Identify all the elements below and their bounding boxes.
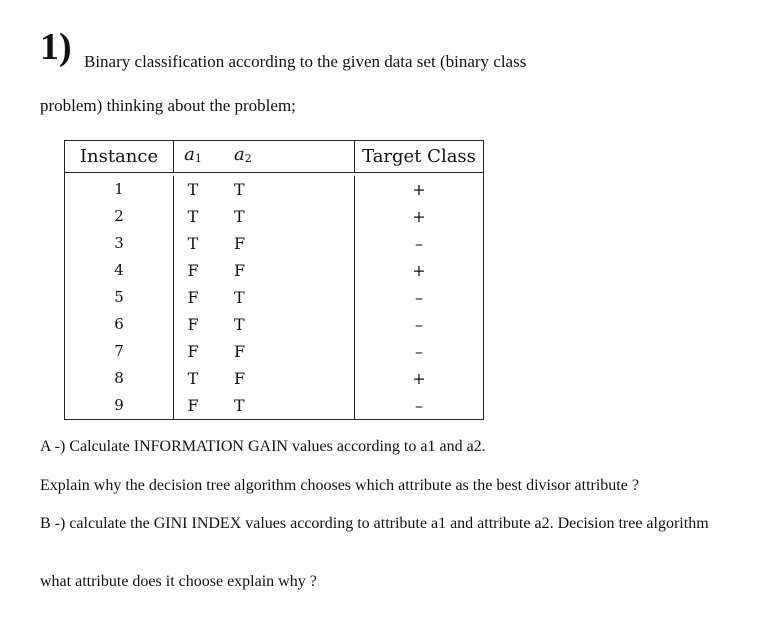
cell-target-class: + bbox=[355, 257, 484, 284]
cell-a2: T bbox=[234, 315, 245, 334]
cell-target-class: – bbox=[355, 230, 484, 257]
table-row bbox=[65, 311, 484, 338]
cell-target-class: – bbox=[355, 392, 484, 420]
question-number: 1) bbox=[40, 26, 72, 68]
cell-a1: F bbox=[187, 315, 199, 334]
cell-instance: 2 bbox=[65, 203, 174, 230]
cell-a2: F bbox=[234, 369, 246, 388]
cell-a1: F bbox=[187, 342, 199, 361]
header-a2 bbox=[212, 141, 355, 173]
cell-target-class: + bbox=[355, 365, 484, 392]
cell-a1: F bbox=[187, 288, 199, 307]
cell-a2: F bbox=[234, 261, 246, 280]
cell-instance: 6 bbox=[65, 311, 174, 338]
cell-a2: T bbox=[234, 396, 245, 415]
cell-instance: 5 bbox=[65, 284, 174, 311]
cell-target-class: – bbox=[355, 338, 484, 365]
question-intro-line-2: problem) thinking about the problem; bbox=[40, 96, 296, 115]
cell-a2: F bbox=[234, 234, 246, 253]
part-a-line-2: Explain why the decision tree algorithm chooses which attribute as the best divisor attribute ? bbox=[40, 477, 639, 494]
table-row bbox=[65, 365, 484, 392]
header-a2-sub: 2 bbox=[244, 152, 252, 165]
cell-instance: 9 bbox=[65, 392, 174, 420]
cell-instance: 8 bbox=[65, 365, 174, 392]
cell-instance: 4 bbox=[65, 257, 174, 284]
table-header-row bbox=[65, 141, 484, 173]
dataset-table bbox=[64, 140, 484, 420]
header-a2-var: a bbox=[234, 144, 245, 165]
cell-target-class: + bbox=[355, 203, 484, 230]
part-a-line-1: A -) Calculate INFORMATION GAIN values according to a1 and a2. bbox=[40, 438, 486, 455]
part-b-line-1: B -) calculate the GINI INDEX values according to attribute a1 and attribute a2. Decision tree algorithm bbox=[40, 515, 709, 532]
table-row bbox=[65, 176, 484, 203]
table-row bbox=[65, 284, 484, 311]
cell-a2: T bbox=[234, 207, 245, 226]
cell-a1: T bbox=[187, 234, 199, 253]
cell-a1: F bbox=[187, 261, 199, 280]
cell-target-class: – bbox=[355, 284, 484, 311]
header-a1 bbox=[174, 141, 213, 173]
part-b-line-2: what attribute does it choose explain why ? bbox=[40, 573, 317, 590]
cell-a1: T bbox=[187, 180, 199, 199]
table-row bbox=[65, 257, 484, 284]
cell-target-class: – bbox=[355, 311, 484, 338]
header-target-class: Target Class bbox=[355, 141, 484, 173]
table-row bbox=[65, 203, 484, 230]
cell-instance: 3 bbox=[65, 230, 174, 257]
question-intro-line-1: Binary classification according to the given data set (binary class bbox=[84, 52, 527, 71]
cell-instance: 1 bbox=[65, 176, 174, 203]
table-row bbox=[65, 338, 484, 365]
cell-a1: F bbox=[187, 396, 199, 415]
table-row bbox=[65, 392, 484, 420]
cell-a2: T bbox=[234, 288, 245, 307]
cell-a1: T bbox=[187, 207, 199, 226]
cell-instance: 7 bbox=[65, 338, 174, 365]
cell-a1: T bbox=[187, 369, 199, 388]
cell-a2: T bbox=[234, 180, 245, 199]
table-row bbox=[65, 230, 484, 257]
header-a1-sub: 1 bbox=[194, 152, 202, 165]
header-a1-var: a bbox=[184, 144, 195, 165]
cell-target-class: + bbox=[355, 176, 484, 203]
header-instance: Instance bbox=[65, 141, 174, 173]
cell-a2: F bbox=[234, 342, 246, 361]
